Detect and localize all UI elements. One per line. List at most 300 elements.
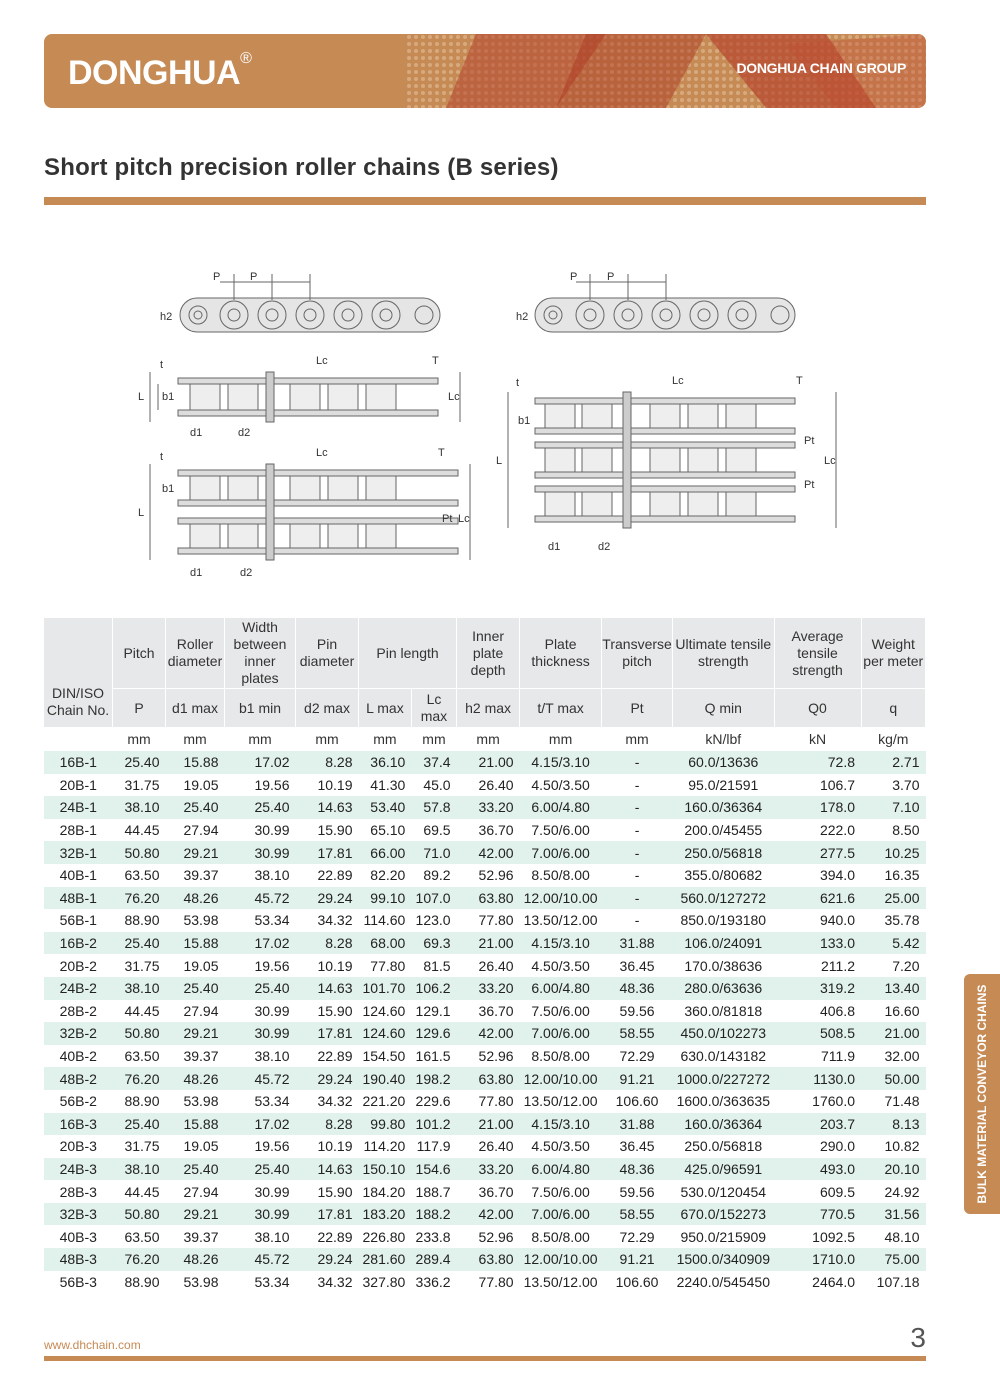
table-cell: 39.37 xyxy=(166,1225,225,1248)
table-cell: 10.19 xyxy=(296,954,359,977)
svg-text:h2: h2 xyxy=(516,311,529,323)
table-cell: 36.45 xyxy=(602,954,673,977)
table-cell: 32B-3 xyxy=(44,1203,113,1226)
svg-text:P: P xyxy=(570,271,578,283)
table-row xyxy=(44,887,926,910)
title-rule xyxy=(44,197,926,205)
table-cell: - xyxy=(602,751,673,774)
side-tab: BULK MATERIAL CONVEYOR CHAINS xyxy=(964,974,1000,1214)
table-cell: 48.26 xyxy=(166,1248,225,1271)
svg-text:d2: d2 xyxy=(238,427,251,439)
table-cell: 89.2 xyxy=(411,864,456,887)
table-cell: - xyxy=(602,774,673,797)
table-cell: 52.96 xyxy=(457,864,520,887)
table-cell: 15.88 xyxy=(166,751,225,774)
svg-text:L: L xyxy=(138,391,145,403)
table-cell: 48.26 xyxy=(166,1067,225,1090)
col-pitch: Pitch xyxy=(113,618,166,689)
table-cell: 21.00 xyxy=(861,1022,926,1045)
table-cell: 68.00 xyxy=(359,932,412,955)
table-cell: 106.7 xyxy=(774,774,861,797)
table-cell: 7.50/6.00 xyxy=(520,819,602,842)
table-cell: 42.00 xyxy=(457,841,520,864)
table-cell: 106.0/24091 xyxy=(673,932,774,955)
table-row xyxy=(44,796,926,819)
table-cell: 21.00 xyxy=(457,751,520,774)
table-cell: 4.50/3.50 xyxy=(520,954,602,977)
table-cell: 71.48 xyxy=(861,1090,926,1113)
svg-text:b1: b1 xyxy=(518,415,531,427)
table-cell: 76.20 xyxy=(113,887,166,910)
table-cell: 38.10 xyxy=(113,977,166,1000)
table-cell: 45.0 xyxy=(411,774,456,797)
table-cell: 50.80 xyxy=(113,1022,166,1045)
table-cell: 16.35 xyxy=(861,864,926,887)
svg-text:Pt: Pt xyxy=(804,435,815,447)
table-cell: 560.0/127272 xyxy=(673,887,774,910)
svg-text:d2: d2 xyxy=(240,567,253,579)
table-cell: 38.10 xyxy=(113,1158,166,1181)
table-cell: 56B-1 xyxy=(44,909,113,932)
table-cell: 2240.0/545450 xyxy=(673,1271,774,1294)
table-cell: 53.34 xyxy=(225,1090,296,1113)
table-cell: 124.60 xyxy=(359,1000,412,1023)
col-pin-length: Pin length xyxy=(359,618,457,689)
table-cell: 226.80 xyxy=(359,1225,412,1248)
table-cell: 425.0/96591 xyxy=(673,1158,774,1181)
table-cell: 670.0/152273 xyxy=(673,1203,774,1226)
table-row xyxy=(44,1158,926,1181)
table-cell: - xyxy=(602,819,673,842)
table-cell: - xyxy=(602,796,673,819)
chain-diagram xyxy=(120,260,850,600)
table-cell: 69.3 xyxy=(411,932,456,955)
table-cell: 38.10 xyxy=(225,1225,296,1248)
svg-text:T: T xyxy=(796,375,803,387)
table-cell: 107.18 xyxy=(861,1271,926,1294)
table-cell: 21.00 xyxy=(457,1113,520,1136)
table-cell: 50.80 xyxy=(113,841,166,864)
table-cell: 3.70 xyxy=(861,774,926,797)
table-cell: 5.42 xyxy=(861,932,926,955)
table-row xyxy=(44,841,926,864)
table-cell: 35.78 xyxy=(861,909,926,932)
table-cell: 19.56 xyxy=(225,1135,296,1158)
table-cell: 63.80 xyxy=(457,1248,520,1271)
table-cell: 6.00/4.80 xyxy=(520,796,602,819)
table-cell: 27.94 xyxy=(166,1000,225,1023)
table-cell: 44.45 xyxy=(113,1180,166,1203)
table-cell: 15.90 xyxy=(296,819,359,842)
table-cell: 38.10 xyxy=(225,1045,296,1068)
table-cell: 36.10 xyxy=(359,751,412,774)
table-cell: 19.05 xyxy=(166,954,225,977)
table-cell: 493.0 xyxy=(774,1158,861,1181)
table-cell: 63.80 xyxy=(457,1067,520,1090)
table-cell: 12.00/10.00 xyxy=(520,1067,602,1090)
table-cell: 28B-1 xyxy=(44,819,113,842)
table-cell: 53.98 xyxy=(166,909,225,932)
svg-text:Pt: Pt xyxy=(804,479,815,491)
table-cell: 53.34 xyxy=(225,1271,296,1294)
table-cell: 14.63 xyxy=(296,796,359,819)
table-cell: 190.40 xyxy=(359,1067,412,1090)
table-cell: 250.0/56818 xyxy=(673,1135,774,1158)
table-cell: 26.40 xyxy=(457,954,520,977)
table-cell: 233.8 xyxy=(411,1225,456,1248)
table-cell: 36.70 xyxy=(457,1000,520,1023)
table-cell: 30.99 xyxy=(225,1022,296,1045)
table-cell: 34.32 xyxy=(296,1271,359,1294)
table-row xyxy=(44,977,926,1000)
table-cell: 850.0/193180 xyxy=(673,909,774,932)
table-row xyxy=(44,1045,926,1068)
table-cell: 4.50/3.50 xyxy=(520,774,602,797)
table-cell: 56B-2 xyxy=(44,1090,113,1113)
table-cell: 31.75 xyxy=(113,774,166,797)
table-cell: 10.25 xyxy=(861,841,926,864)
table-cell: 40B-3 xyxy=(44,1225,113,1248)
table-row xyxy=(44,1090,926,1113)
table-cell: 14.63 xyxy=(296,977,359,1000)
col-weight: Weight per meter xyxy=(861,618,926,689)
table-cell: 65.10 xyxy=(359,819,412,842)
table-cell: 8.28 xyxy=(296,932,359,955)
table-row xyxy=(44,774,926,797)
table-cell: 48B-2 xyxy=(44,1067,113,1090)
table-cell: 38.10 xyxy=(225,864,296,887)
table-cell: 44.45 xyxy=(113,819,166,842)
table-cell: 29.24 xyxy=(296,887,359,910)
table-cell: 12.00/10.00 xyxy=(520,887,602,910)
table-cell: 30.99 xyxy=(225,841,296,864)
table-cell: - xyxy=(602,841,673,864)
header-row-symbols: P d1 max b1 min d2 max L max Lc max h2 max t/T max Pt Q min Q0 q xyxy=(44,689,926,728)
table-cell: 48.36 xyxy=(602,977,673,1000)
table-cell: 508.5 xyxy=(774,1022,861,1045)
table-cell: 76.20 xyxy=(113,1067,166,1090)
table-cell: 91.21 xyxy=(602,1248,673,1271)
table-cell: 360.0/81818 xyxy=(673,1000,774,1023)
table-cell: 4.15/3.10 xyxy=(520,1113,602,1136)
table-cell: 19.56 xyxy=(225,954,296,977)
table-cell: 161.5 xyxy=(411,1045,456,1068)
table-cell: 20.10 xyxy=(861,1158,926,1181)
col-pin-diameter: Pin diameter xyxy=(296,618,359,689)
table-cell: 25.40 xyxy=(113,1113,166,1136)
brand-logo: DONGHUA® xyxy=(68,50,252,92)
table-cell: 16B-1 xyxy=(44,751,113,774)
table-cell: 99.80 xyxy=(359,1113,412,1136)
table-cell: 10.82 xyxy=(861,1135,926,1158)
table-cell: 150.10 xyxy=(359,1158,412,1181)
table-cell: 8.50/8.00 xyxy=(520,1225,602,1248)
table-cell: 101.2 xyxy=(411,1113,456,1136)
table-cell: 7.20 xyxy=(861,954,926,977)
table-cell: 72.8 xyxy=(774,751,861,774)
table-cell: 22.89 xyxy=(296,1045,359,1068)
table-cell: 106.60 xyxy=(602,1271,673,1294)
table-cell: 6.00/4.80 xyxy=(520,1158,602,1181)
table-cell: 16B-3 xyxy=(44,1113,113,1136)
table-cell: 2.71 xyxy=(861,751,926,774)
table-row xyxy=(44,1022,926,1045)
table-cell: 52.96 xyxy=(457,1225,520,1248)
table-row xyxy=(44,819,926,842)
table-cell: 630.0/143182 xyxy=(673,1045,774,1068)
table-cell: 8.28 xyxy=(296,1113,359,1136)
table-cell: 17.02 xyxy=(225,1113,296,1136)
table-cell: 184.20 xyxy=(359,1180,412,1203)
table-cell: 221.20 xyxy=(359,1090,412,1113)
table-row xyxy=(44,1000,926,1023)
table-row xyxy=(44,1203,926,1226)
table-row xyxy=(44,1180,926,1203)
table-cell: 29.21 xyxy=(166,841,225,864)
table-cell: 25.40 xyxy=(113,751,166,774)
table-row xyxy=(44,1225,926,1248)
table-row xyxy=(44,909,926,932)
table-cell: 30.99 xyxy=(225,1000,296,1023)
table-cell: 39.37 xyxy=(166,864,225,887)
table-cell: 39.37 xyxy=(166,1045,225,1068)
table-cell: 30.99 xyxy=(225,1180,296,1203)
table-cell: 53.98 xyxy=(166,1090,225,1113)
svg-text:t: t xyxy=(160,451,164,463)
table-cell: 203.7 xyxy=(774,1113,861,1136)
table-cell: 34.32 xyxy=(296,1090,359,1113)
table-cell: 621.6 xyxy=(774,887,861,910)
table-cell: 91.21 xyxy=(602,1067,673,1090)
table-cell: 34.32 xyxy=(296,909,359,932)
group-name: DONGHUA CHAIN GROUP xyxy=(736,60,906,76)
table-cell: 10.19 xyxy=(296,1135,359,1158)
table-cell: 1760.0 xyxy=(774,1090,861,1113)
table-cell: 124.60 xyxy=(359,1022,412,1045)
table-cell: 19.05 xyxy=(166,774,225,797)
table-cell: 36.70 xyxy=(457,819,520,842)
table-cell: 4.15/3.10 xyxy=(520,751,602,774)
table-cell: 406.8 xyxy=(774,1000,861,1023)
table-cell: 211.2 xyxy=(774,954,861,977)
table-cell: 940.0 xyxy=(774,909,861,932)
svg-text:t: t xyxy=(160,359,164,371)
table-cell: 57.8 xyxy=(411,796,456,819)
table-cell: 25.00 xyxy=(861,887,926,910)
table-cell: 20B-1 xyxy=(44,774,113,797)
table-cell: 77.80 xyxy=(457,1271,520,1294)
table-cell: 31.56 xyxy=(861,1203,926,1226)
table-cell: 222.0 xyxy=(774,819,861,842)
spec-table-body xyxy=(44,751,926,1293)
table-cell: 36.70 xyxy=(457,1180,520,1203)
table-cell: 45.72 xyxy=(225,887,296,910)
svg-text:b1: b1 xyxy=(162,391,175,403)
col-width-inner: Width between inner plates xyxy=(225,618,296,689)
table-cell: 33.20 xyxy=(457,1158,520,1181)
footer-url[interactable]: www.dhchain.com xyxy=(44,1338,141,1352)
table-cell: 19.05 xyxy=(166,1135,225,1158)
table-cell: 101.70 xyxy=(359,977,412,1000)
table-cell: 33.20 xyxy=(457,977,520,1000)
table-cell: 4.15/3.10 xyxy=(520,932,602,955)
table-cell: 24.92 xyxy=(861,1180,926,1203)
table-cell: 28B-3 xyxy=(44,1180,113,1203)
svg-text:d1: d1 xyxy=(548,541,561,553)
table-cell: 123.0 xyxy=(411,909,456,932)
table-row xyxy=(44,1271,926,1294)
table-cell: 40B-2 xyxy=(44,1045,113,1068)
svg-text:Lc: Lc xyxy=(448,391,460,403)
svg-text:T: T xyxy=(438,447,445,459)
table-cell: 198.2 xyxy=(411,1067,456,1090)
table-cell: 15.90 xyxy=(296,1000,359,1023)
table-cell: 25.40 xyxy=(166,977,225,1000)
table-cell: 38.10 xyxy=(113,796,166,819)
table-cell: 42.00 xyxy=(457,1203,520,1226)
table-cell: 229.6 xyxy=(411,1090,456,1113)
table-cell: 277.5 xyxy=(774,841,861,864)
table-cell: 770.5 xyxy=(774,1203,861,1226)
svg-text:d1: d1 xyxy=(190,427,203,439)
svg-text:t: t xyxy=(516,377,520,389)
table-cell: 36.45 xyxy=(602,1135,673,1158)
col-transverse-pitch: Transverse pitch xyxy=(602,618,673,689)
table-cell: 60.0/13636 xyxy=(673,751,774,774)
table-cell: 26.40 xyxy=(457,774,520,797)
table-cell: 170.0/38636 xyxy=(673,954,774,977)
table-cell: 32B-1 xyxy=(44,841,113,864)
table-cell: 29.24 xyxy=(296,1067,359,1090)
table-cell: 8.13 xyxy=(861,1113,926,1136)
table-cell: 15.88 xyxy=(166,932,225,955)
table-cell: 53.98 xyxy=(166,1271,225,1294)
table-cell: 48.26 xyxy=(166,887,225,910)
table-cell: 77.80 xyxy=(457,1090,520,1113)
table-cell: 107.0 xyxy=(411,887,456,910)
table-cell: 63.80 xyxy=(457,887,520,910)
table-cell: 117.9 xyxy=(411,1135,456,1158)
table-cell: 14.63 xyxy=(296,1158,359,1181)
footer-rule xyxy=(44,1356,926,1361)
table-cell: 8.50 xyxy=(861,819,926,842)
duplex-top-view xyxy=(150,464,470,560)
table-cell: 114.60 xyxy=(359,909,412,932)
table-cell: 31.88 xyxy=(602,1113,673,1136)
table-cell: 13.40 xyxy=(861,977,926,1000)
table-row xyxy=(44,1248,926,1271)
table-cell: 8.50/8.00 xyxy=(520,1045,602,1068)
table-cell: 63.50 xyxy=(113,1225,166,1248)
table-row xyxy=(44,954,926,977)
table-cell: 25.40 xyxy=(113,932,166,955)
table-cell: 63.50 xyxy=(113,1045,166,1068)
table-cell: 280.0/63636 xyxy=(673,977,774,1000)
table-cell: 950.0/215909 xyxy=(673,1225,774,1248)
table-cell: 29.21 xyxy=(166,1022,225,1045)
table-cell: 10.19 xyxy=(296,774,359,797)
table-cell: 7.00/6.00 xyxy=(520,841,602,864)
col-plate-thickness: Plate thickness xyxy=(520,618,602,689)
table-cell: 58.55 xyxy=(602,1203,673,1226)
table-cell: 200.0/45455 xyxy=(673,819,774,842)
table-cell: 48B-1 xyxy=(44,887,113,910)
table-cell: 7.50/6.00 xyxy=(520,1180,602,1203)
table-cell: 26.40 xyxy=(457,1135,520,1158)
table-cell: 27.94 xyxy=(166,819,225,842)
table-cell: 56B-3 xyxy=(44,1271,113,1294)
table-cell: 13.50/12.00 xyxy=(520,909,602,932)
table-cell: 355.0/80682 xyxy=(673,864,774,887)
table-cell: - xyxy=(602,864,673,887)
table-cell: 20B-3 xyxy=(44,1135,113,1158)
table-cell: 13.50/12.00 xyxy=(520,1090,602,1113)
table-cell: 52.96 xyxy=(457,1045,520,1068)
table-cell: 72.29 xyxy=(602,1225,673,1248)
svg-text:d2: d2 xyxy=(598,541,611,553)
table-cell: 183.20 xyxy=(359,1203,412,1226)
header-row-units: mm mm mm mm mm mm mm mm mm kN/lbf kN kg/m xyxy=(44,727,926,751)
svg-text:Lc: Lc xyxy=(316,355,328,367)
table-cell: 2464.0 xyxy=(774,1271,861,1294)
table-cell: 17.02 xyxy=(225,932,296,955)
table-cell: 15.88 xyxy=(166,1113,225,1136)
table-cell: 95.0/21591 xyxy=(673,774,774,797)
table-cell: 29.24 xyxy=(296,1248,359,1271)
svg-text:Lc: Lc xyxy=(672,375,684,387)
table-row xyxy=(44,1067,926,1090)
table-cell: 41.30 xyxy=(359,774,412,797)
table-cell: 21.00 xyxy=(457,932,520,955)
table-cell: 7.10 xyxy=(861,796,926,819)
header-banner xyxy=(44,34,926,108)
table-cell: 53.34 xyxy=(225,909,296,932)
table-cell: 188.7 xyxy=(411,1180,456,1203)
svg-text:b1: b1 xyxy=(162,483,175,495)
table-cell: 32.00 xyxy=(861,1045,926,1068)
table-cell: 29.21 xyxy=(166,1203,225,1226)
page-number: 3 xyxy=(910,1322,926,1353)
table-cell: 160.0/36364 xyxy=(673,1113,774,1136)
table-cell: 25.40 xyxy=(225,796,296,819)
svg-text:Lc: Lc xyxy=(824,455,836,467)
table-cell: 40B-1 xyxy=(44,864,113,887)
table-cell: 33.20 xyxy=(457,796,520,819)
table-cell: 48B-3 xyxy=(44,1248,113,1271)
table-cell: 154.6 xyxy=(411,1158,456,1181)
table-cell: 81.5 xyxy=(411,954,456,977)
table-cell: 394.0 xyxy=(774,864,861,887)
table-cell: 20B-2 xyxy=(44,954,113,977)
table-cell: 129.1 xyxy=(411,1000,456,1023)
table-cell: 37.4 xyxy=(411,751,456,774)
table-cell: 1500.0/340909 xyxy=(673,1248,774,1271)
table-cell: 59.56 xyxy=(602,1000,673,1023)
svg-text:P: P xyxy=(213,271,221,283)
table-cell: - xyxy=(602,909,673,932)
header-row-names xyxy=(44,618,926,689)
col-roller-diameter: Roller diameter xyxy=(166,618,225,689)
table-cell: 45.72 xyxy=(225,1067,296,1090)
table-cell: 32B-2 xyxy=(44,1022,113,1045)
table-cell: 17.81 xyxy=(296,1022,359,1045)
table-cell: 25.40 xyxy=(166,796,225,819)
table-cell: 281.60 xyxy=(359,1248,412,1271)
table-cell: 178.0 xyxy=(774,796,861,819)
table-cell: 114.20 xyxy=(359,1135,412,1158)
table-cell: 71.0 xyxy=(411,841,456,864)
table-cell: 72.29 xyxy=(602,1045,673,1068)
